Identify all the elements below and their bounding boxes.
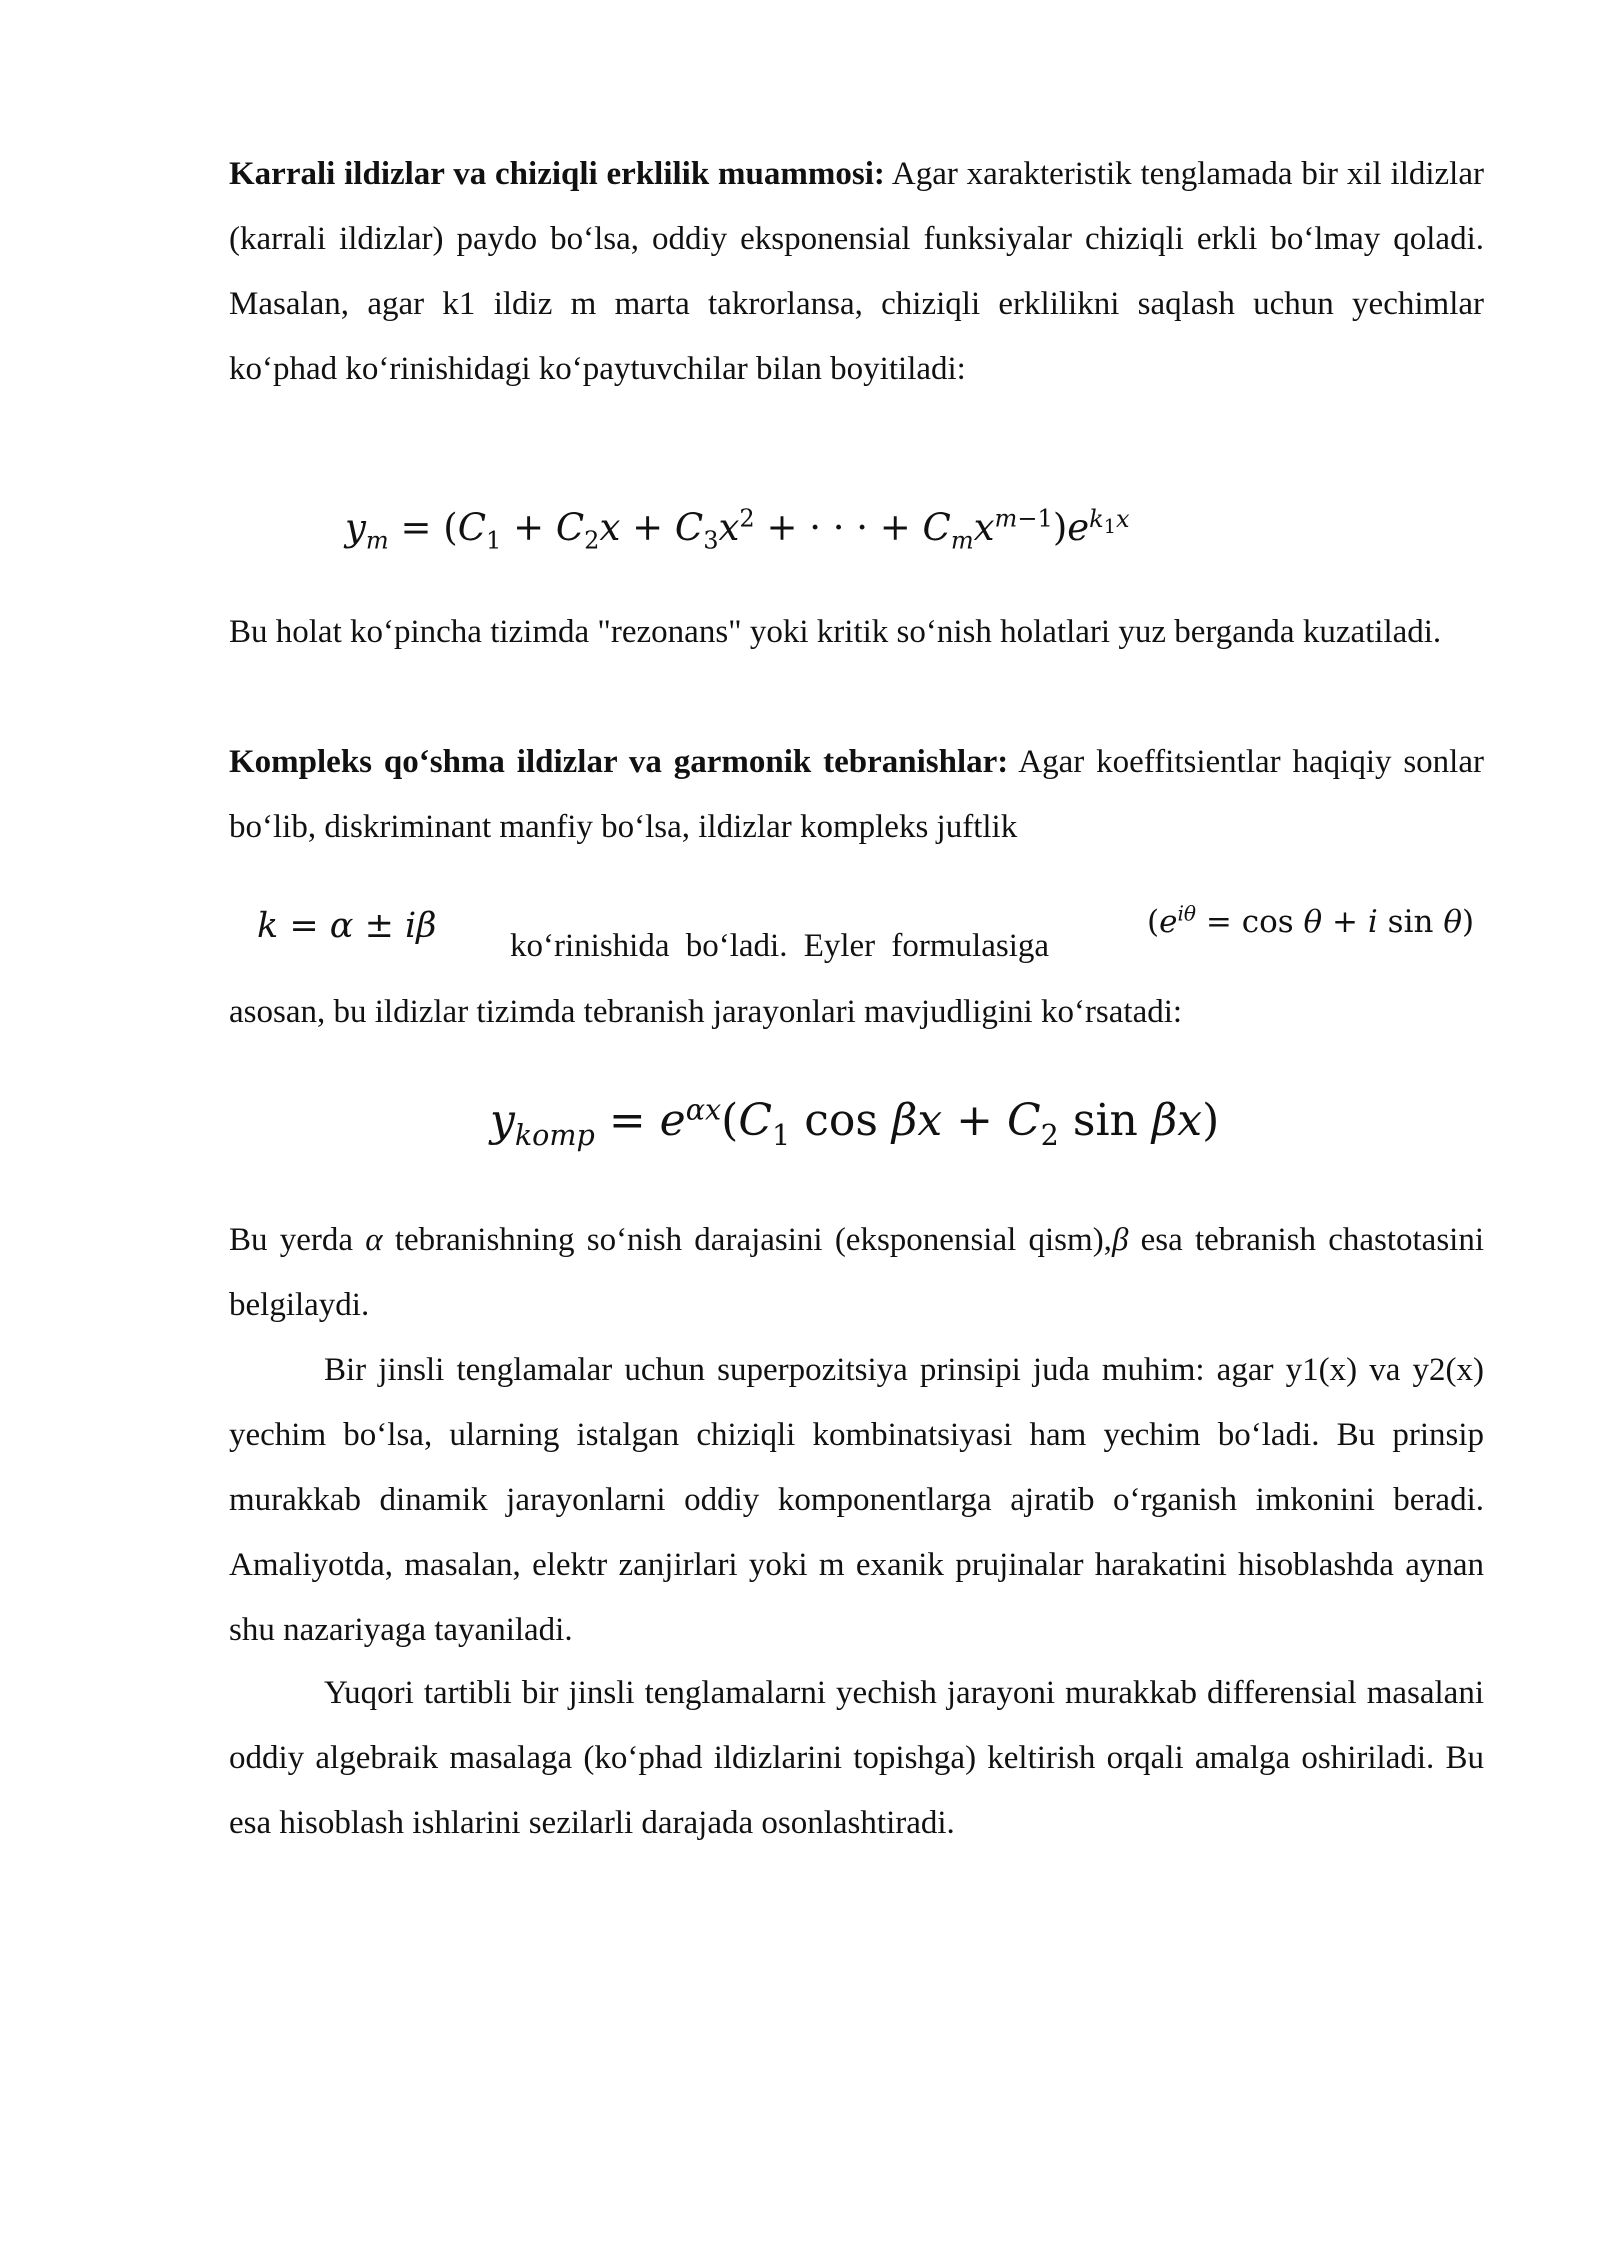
continuation-line: asosan, bu ildizlar tizimda tebranish jarayonlari mavjudligini ko‘rsatadi: [229,994,1183,1030]
paragraph-complex-roots [229,730,1484,860]
text-fragment: esa tebranish chastotasini belgilaydi. [229,1222,1484,1323]
heading-complex-roots: Kompleks qo‘shma ildizlar va garmonik tebranishlar: [229,744,1009,780]
beta-symbol: β [1111,1222,1129,1258]
formula-euler: ($e^{i\theta} = \cos \theta + i$ sin θ) [1147,901,1475,940]
text-fragment: tebranishning so‘nish darajasini (eksponensial qism), [382,1222,1112,1258]
paragraph-multiple-roots [229,142,1484,402]
formula-ykomp: $y_{komp} = e^{\alpha x}(C_1$ $\cos \beta x + C_2$ sin βx) [490,1092,1220,1152]
paragraph-resonance: Bu holat ko‘pincha tizimda "rezonans" yoki kritik so‘nish holatlari yuz berganda kuzatiladi. [229,614,1442,650]
inline-text: ko‘rinishida bo‘ladi. Eyler formulasiga [510,928,1050,964]
heading-multiple-roots: Karrali ildizlar va chiziqli erklilik muammosi: [229,156,885,192]
formula-k: k = α ± iβ [257,906,437,946]
alpha-symbol: α [365,1222,383,1258]
paragraph-alpha-beta [229,1208,1484,1338]
paragraph-higher-order: Yuqori tartibli bir jinsli tenglamalarni yechish jarayoni murakkab differensial masalani oddiy algebraik masalaga (ko‘phad ildizlarini topishga) keltirish orqali amalga oshiriladi. Bu esa hisoblash ishlarini sezilarli darajada osonlashtiradi. [229,1675,1484,1841]
paragraph-superposition: Bir jinsli tenglamalar uchun superpozitsiya prinsipi juda muhim: agar y1(x) va y2(x) yechim bo‘lsa, ularning istalgan chiziqli kombinatsiyasi ham yechim bo‘ladi. Bu prinsip murakkab dinamik jarayonlarni oddiy komponentlarga ajratib o‘rganish imkonini beradi. Amaliyotda, masalan, elektr zanjirlari yoki m exanik prujinalar harakatini hisoblashda aynan shu nazariyaga tayaniladi. [229,1352,1484,1648]
text-fragment: Bu yerda [229,1222,366,1258]
paragraph-body: Agar xarakteristik tenglamada bir xil ildizlar (karrali ildizlar) paydo bo‘lsa, oddiy eksponensial funksiyalar chiziqli erkli bo‘lmay qoladi. Masalan, agar k1 ildiz m marta takrorlansa, chiziqli erklilikni saqlash uchun yechimlar ko‘phad ko‘rinishidagi ko‘paytuvchilar bilan boyitiladi: [229,156,1484,387]
formula-ym: $y_m = (C_1 + C_2x + C_3x^2$ + · · · + $C_mx^{m-1})e^{k_1x}$ [345,504,1130,555]
paragraph-body: Agar koeffitsientlar haqiqiy sonlar bo‘lib, diskriminant manfiy bo‘lsa, ildizlar kompleks juftlik [229,744,1484,845]
